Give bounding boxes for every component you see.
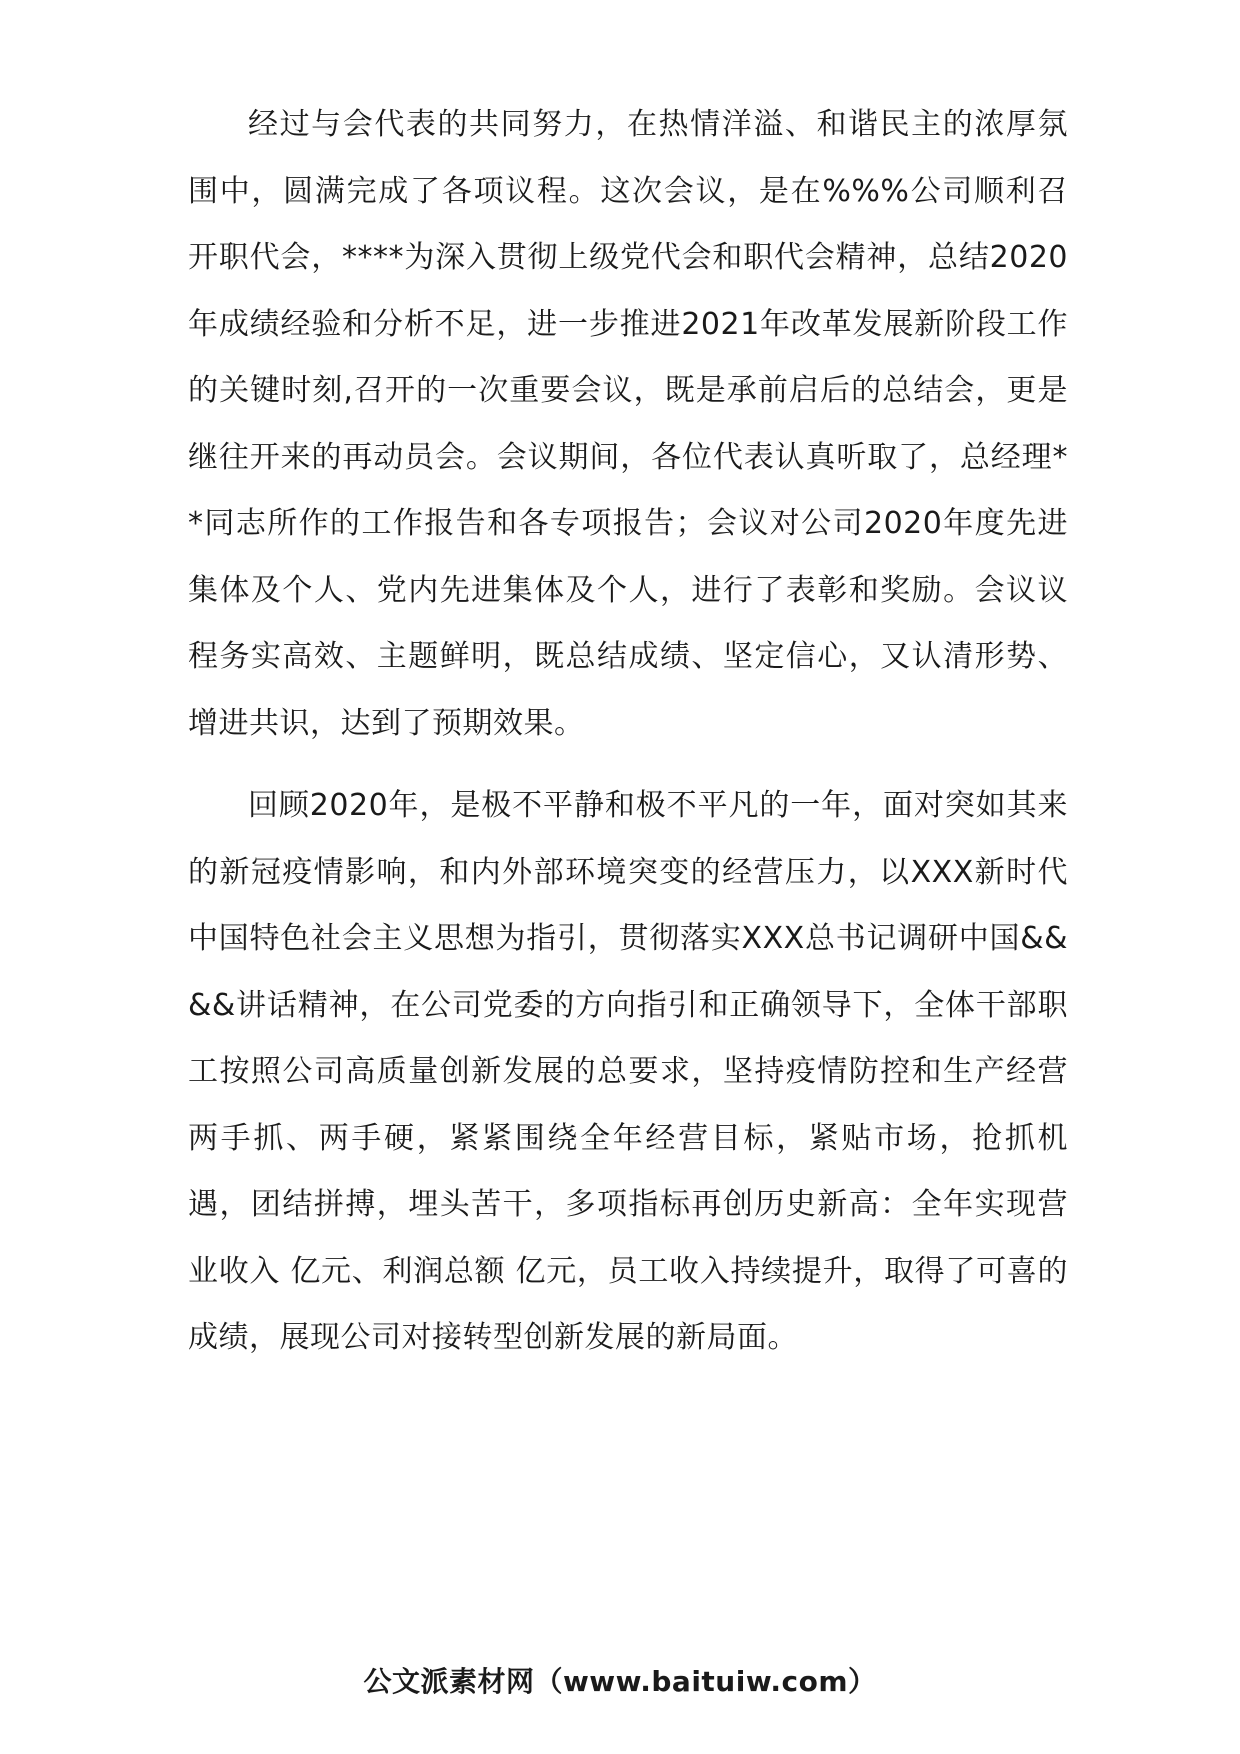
paragraph-meeting-summary: 经过与会代表的共同努力，在热情洋溢、和谐民主的浓厚氛围中，圆满完成了各项议程。这次会议，是在%%%公司顺利召开职代会，****为深入贯彻上级党代会和职代会精神，总结2020年成绩经验和分析不足，进一步推进2021年改革发展新阶段工作的关键时刻,召开的一次重要会议，既是承前启后的总结会，更是继往开来的再动员会。会议期间，各位代表认真听取了，总经理**同志所作的工作报告和各专项报告；会议对公司2020年度先进集体及个人、党内先进集体及个人，进行了表彰和奖励。会议议程务实高效、主题鲜明，既总结成绩、坚定信心，又认清形势、增进共识，达到了预期效果。 xyxy=(188,107,1068,741)
paragraph-2020-review: 回顾2020年，是极不平静和极不平凡的一年，面对突如其来的新冠疫情影响，和内外部环境突变的经营压力，以XXX新时代中国特色社会主义思想为指引，贯彻落实XXX总书记调研中国&&&&讲话精神，在公司党委的方向指引和正确领导下，全体干部职工按照公司高质量创新发展的总要求，坚持疫情防控和生产经营两手抓、两手硬，紧紧围绕全年经营目标，紧贴市场，抢抓机遇，团结拼搏，埋头苦干，多项指标再创历史新高：全年实现营业收入 亿元、利润总额 亿元，员工收入持续提升，取得了可喜的成绩，展现公司对接转型创新发展的新局面。 xyxy=(188,788,1068,1355)
document-body xyxy=(188,92,1068,1372)
footer-source-text: 公文派素材网（www.baituiw.com） xyxy=(363,1665,877,1698)
